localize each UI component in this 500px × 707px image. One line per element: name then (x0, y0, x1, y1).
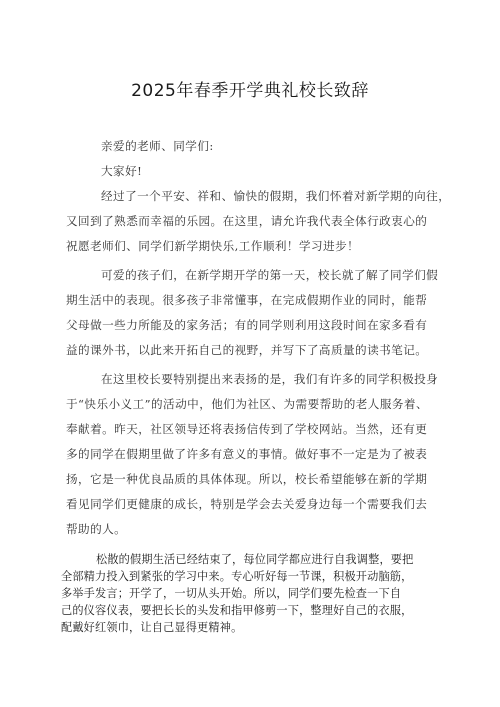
greeting-line: 亲爱的老师、同学们: (101, 139, 214, 153)
paragraph-2-line: 益的课外书，以此来开拓自己的视野，并写下了高质量的读书笔记。 (66, 343, 428, 357)
paragraph-2-line: 可爱的孩子们，在新学期开学的第一天，校长就了解了同学们假 (101, 268, 439, 282)
paragraph-4-line: 配戴好红领巾，让自己显得更精神。 (61, 621, 243, 634)
document-title: 2025年春季开学典礼校长致辞 (131, 81, 369, 101)
paragraph-3-line: 看见同学们更健康的成长，特别是学会去关爱身边每一个需要我们去 (66, 497, 428, 511)
paragraph-1-line: 又回到了熟悉而幸福的乐园。在这里，请允许我代表全体行政衷心的 (66, 214, 428, 228)
paragraph-2-line: 父母做一些力所能及的家务活；有的同学则利用这段时间在家多看有 (66, 318, 428, 332)
paragraph-4-line: 松散的假期生活已经结束了，每位同学都应进行自我调整，要把 (96, 553, 414, 566)
paragraph-4-line: 全部精力投入到紧张的学习中来。专心听好每一节课，积极开动脑筋， (61, 570, 413, 583)
hello-line: 大家好! (101, 164, 143, 178)
paragraph-4-line: 多举手发言；开学了，一切从头开始。所以，同学们要先检查一下自 (61, 587, 402, 600)
paragraph-3-line: 于“快乐小义工”的活动中，他们为社区、为需要帮助的老人服务着、 (66, 397, 429, 411)
paragraph-3-line: 在这里校长要特别提出来表扬的是，我们有许多的同学积极投身 (101, 372, 439, 386)
paragraph-3-line: 帮助的人。 (66, 522, 127, 536)
paragraph-4-line: 己的仪容仪表，要把长长的头发和指甲修剪一下，整理好自己的衣服， (61, 604, 413, 617)
paragraph-2-line: 期生活中的表现。很多孩子非常懂事，在完成假期作业的同时，能帮 (66, 293, 428, 307)
paragraph-3-line: 奉献着。昨天，社区领导还将表扬信传到了学校网站。当然，还有更 (66, 422, 428, 436)
paragraph-3-line: 多的同学在假期里做了许多有意义的事情。做好事不一定是为了被表 (66, 447, 428, 461)
paragraph-1-line: 祝愿老师们、同学们新学期快乐,工作顺利！学习进步！ (66, 239, 360, 253)
paragraph-1-line: 经过了一个平安、祥和、愉快的假期，我们怀着对新学期的向往， (101, 189, 451, 203)
paragraph-3-line: 扬，它是一种优良品质的具体体现。所以，校长希望能够在新的学期 (66, 472, 428, 486)
